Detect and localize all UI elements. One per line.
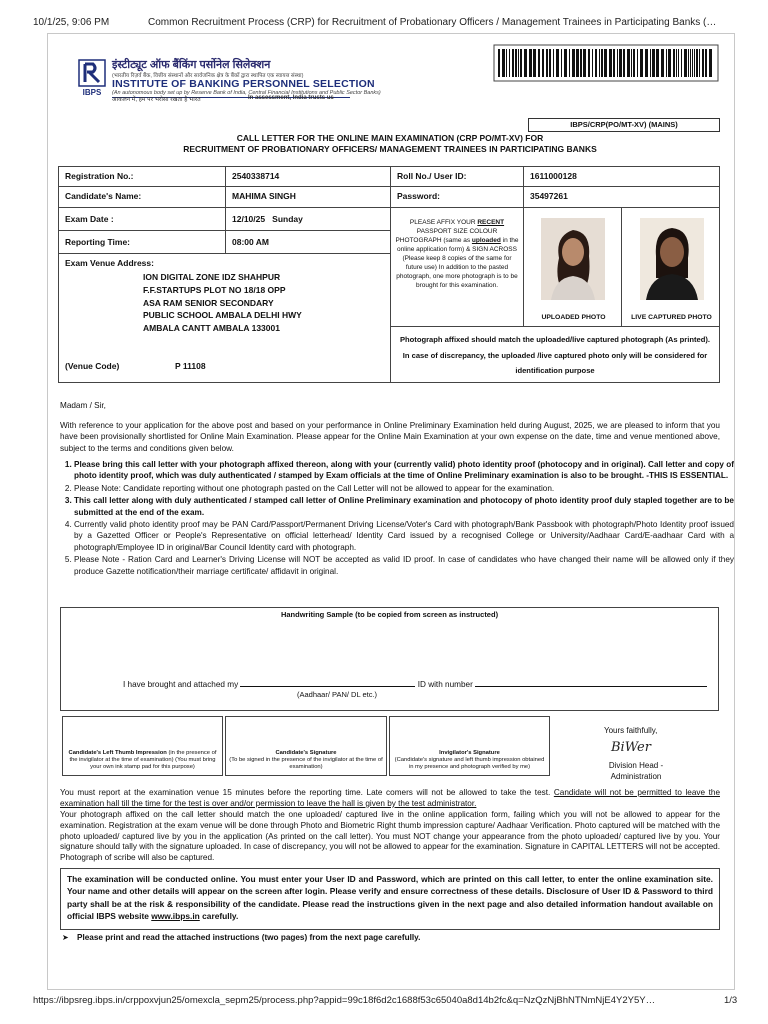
division-head: Division Head - Administration: [608, 761, 664, 781]
barcode-bar: [588, 49, 590, 77]
affix-instructions: PLEASE AFFIX YOUR RECENT PASSPORT SIZE COLOUR PHOTOGRAPH (same as uploaded in the online application form) & SIGN ACROSS (Please keep 8 copies of the same for future use) In addition to the pasted photograph, one more photograph is to be brought for this examination.: [395, 219, 519, 289]
barcode-bar: [645, 49, 648, 77]
barcode-bar: [661, 49, 664, 77]
barcode-bar: [676, 49, 677, 77]
barcode-bar: [668, 49, 671, 77]
org-english-name: INSTITUTE OF BANKING PERSONNEL SELECTION: [112, 78, 375, 90]
reporting-time-value: 08:00 AM: [225, 230, 391, 254]
barcode-bar: [673, 49, 675, 77]
org-hindi-name: इंस्टीट्यूट ऑफ बैंकिंग पर्सोनेल सिलेक्शन: [112, 59, 271, 71]
logo-text: IBPS: [82, 88, 102, 97]
name-label: Candidate's Name:: [58, 186, 226, 208]
live-captured-photo: [640, 218, 704, 300]
barcode-bar: [617, 49, 618, 77]
venue-line: ASA RAM SENIOR SECONDARY: [143, 297, 274, 308]
id-type-hint: (Aadhaar/ PAN/ DL etc.): [297, 690, 378, 699]
barcode-bar: [601, 49, 603, 77]
org-hindi-sub: (भारतीय रिज़र्व बैंक, वित्तीय संस्थानों और सार्वजनिक क्षेत्र के बैंकों द्वारा स्थापित एक स्वायत्त संस्था): [112, 73, 304, 79]
affix-photo-box: [390, 207, 524, 327]
barcode-bar: [631, 49, 632, 77]
venue-label: Exam Venue Address:: [65, 258, 154, 268]
print-page-title: Common Recruitment Process (CRP) for Recruitment of Probationary Officers / Management Trainees in Participating Banks (…: [148, 17, 717, 28]
barcode-bar: [524, 49, 527, 77]
letter-title-line1: CALL LETTER FOR THE ONLINE MAIN EXAMINATION (CRP PO/MT-XV) FOR: [236, 133, 544, 143]
instructions-list: [60, 459, 734, 578]
barcode-bar: [688, 49, 689, 77]
barcode-bar: [502, 49, 505, 77]
venue-code-value: P 11108: [175, 361, 206, 371]
exam-date-value: 12/10/25 Sunday: [225, 207, 391, 231]
barcode-bar: [705, 49, 707, 77]
barcode-bar: [556, 49, 559, 77]
barcode-bar: [694, 49, 695, 77]
barcode-bar: [678, 49, 679, 77]
arrow-icon: ➤: [62, 933, 69, 942]
photo-verification-note: Your photograph affixed on the call letter should match the one uploaded/ captured live in the online application form, failing which you will not be allowed to appear for the examination. Registration at the exam venue will be done through Photo and Biometric Right thumb impression capture/ Aadhaar Verification. Photo captured will be matched with the photo uploaded/ captured live by you in the application (As printed on the call letter). You must NOT change your appearance from the photo uploaded/ captured live by you. Your signature should tally with the signature uploaded. In case of discrepancy, you will not be allowed to appear for the examination. Signature in CAPITAL LETTERS will not be accepted. Photograph of scribe will also be captured.: [60, 810, 720, 863]
reporting-note: You must report at the examination venue 15 minutes before the reporting time. Late comers will not be allowed to take the test. Candidate will not be permitted to leave the examination hall till the time for the test is over and/or permission to leave the hall is given by the test administrator.: [60, 788, 720, 808]
barcode-bar: [666, 49, 667, 77]
barcode-bar: [637, 49, 638, 77]
password-value: 35497261: [523, 186, 720, 208]
instruction-item: 3. This call letter along with duly authenticated / stamped call letter of Online Preliminary examination and photocopy of photo identity proof duly stapled together are to be submitted at the end of the exam.: [74, 495, 734, 518]
barcode-bar: [709, 49, 712, 77]
left-thumb-box: Candidate's Left Thumb Impression (in the presence of the invigilator at the time of examination) (You must bring your own ink stamp pad for this purpose): [62, 716, 223, 776]
handwriting-sample-box: [60, 607, 719, 711]
venue-line: PUBLIC SCHOOL AMBALA DELHI HWY: [143, 310, 302, 321]
reporting-time-label: Reporting Time:: [58, 230, 226, 254]
barcode-bar: [599, 49, 600, 77]
ibps-website-link[interactable]: www.ibps.in: [151, 911, 200, 922]
barcode: [494, 45, 718, 81]
barcode-bar: [512, 49, 514, 77]
barcode-bar: [498, 49, 500, 77]
barcode-bar: [613, 49, 615, 77]
barcode-bar: [627, 49, 630, 77]
barcode-bar: [633, 49, 635, 77]
instruction-item: 4. Currently valid photo identity proof may be PAN Card/Passport/Permanent Driving License/Voter's Card with photograph/Bank Passbook with photograph/Photo Identity proof issued by a Gazetted Officer or People's Representative on official letterhead/ Identity Card issued by a recognised College or University/Aadhaar Card/E-aadhaar Card with a photograph/Employee ID in original/Bar Council Identity card with photograph.: [74, 519, 734, 553]
barcode-bar: [702, 49, 704, 77]
barcode-bar: [553, 49, 554, 77]
venue-line: F.F.STARTUPS PLOT NO 18/18 OPP: [143, 284, 286, 295]
barcode-bar: [623, 49, 625, 77]
password-label: Password:: [390, 186, 524, 208]
live-photo-label: LIVE CAPTURED PHOTO: [631, 314, 712, 321]
barcode-bar: [576, 49, 579, 77]
venue-line: ION DIGITAL ZONE IDZ SHAHPUR: [143, 272, 281, 282]
barcode-bar: [506, 49, 507, 77]
yours-faithfully: Yours faithfully,: [604, 726, 658, 735]
barcode-bar: [509, 49, 510, 77]
barcode-bar: [592, 49, 593, 77]
barcode-bar: [609, 49, 612, 77]
barcode-bar: [580, 49, 582, 77]
live-photo-box: [621, 207, 720, 327]
barcode-bar: [699, 49, 700, 77]
invigilator-signature-box: Invigilator's Signature (Candidate's signature and left thumb impression obtained in my presence and photograph verified by me): [389, 716, 550, 776]
reg-label: Registration No.:: [58, 166, 226, 187]
org-hindi-tagline: आकलन में, हम पर भरोसा रखता है भारत: [112, 97, 201, 103]
exam-date-label: Exam Date :: [58, 207, 226, 231]
barcode-bar: [692, 49, 693, 77]
barcode-bar: [533, 49, 536, 77]
handwriting-title: Handwriting Sample (to be copied from screen as instructed): [280, 610, 499, 619]
candidate-signature-box: Candidate's Signature (To be signed in the presence of the invigilator at the time of examination): [225, 716, 387, 776]
barcode-bar: [569, 49, 570, 77]
print-timestamp: 10/1/25, 9:06 PM: [33, 17, 110, 28]
org-tagline: In assessment, India trusts us: [248, 95, 334, 101]
roll-label: Roll No./ User ID:: [390, 166, 524, 187]
photo-match-note: Photograph affixed should match the uploaded/live captured photograph (As printed). In case of discrepancy, the uploaded /live captured photo only will be considered for identification purpose: [390, 326, 720, 383]
barcode-bar: [604, 49, 607, 77]
letter-title-line2: RECRUITMENT OF PROBATIONARY OFFICERS/ MANAGEMENT TRAINEES IN PARTICIPATING BANKS: [183, 144, 597, 154]
online-exam-note-box: The examination will be conducted online. You must enter your User ID and Password, which are printed on this call letter, to enter the online examination site. Your name and other details will appear on the screen after login. Please verify and ensure correctness of these details. Disclosure of User ID & Password to third party shall be at the risk & responsibility of the candidate. Please read the instructions given in the next page and also detailed information handout available on official IBPS website www.ibps.in carefully.: [60, 868, 720, 930]
venue-block: [58, 253, 391, 383]
barcode-bar: [684, 49, 687, 77]
final-note: Please print and read the attached instructions (two pages) from the next page carefully.: [77, 933, 421, 942]
barcode-bar: [690, 49, 691, 77]
barcode-bar: [529, 49, 532, 77]
barcode-bar: [681, 49, 682, 77]
barcode-bar: [595, 49, 597, 77]
reg-value: 2540338714: [225, 166, 391, 187]
ibps-logo: [77, 58, 107, 98]
salutation: Madam / Sir,: [60, 401, 106, 410]
venue-line: AMBALA CANTT AMBALA 133001: [143, 323, 280, 334]
barcode-bar: [542, 49, 544, 77]
barcode-bar: [572, 49, 575, 77]
uploaded-photo: [541, 218, 605, 300]
instruction-item: 5. Please Note - Ration Card and Learner's Driving License will NOT be accepted as valid ID proof. In case of candidates who have changed their name will be allowed only if they produce Gazette notification/their marriage certificate/ affidavit in original.: [74, 554, 734, 577]
barcode-bar: [561, 49, 562, 77]
barcode-bar: [564, 49, 567, 77]
name-value: MAHIMA SINGH: [225, 186, 391, 208]
barcode-bar: [518, 49, 519, 77]
barcode-bar: [656, 49, 659, 77]
org-english-sub: (An autonomous body set up by Reserve Bank of India, Central Financial Institutions and Public Sector Banks): [112, 90, 381, 96]
exam-code: IBPS/CRP(PO/MT-XV) (MAINS): [528, 118, 720, 132]
print-url: https://ibpsreg.ibps.in/crppoxvjun25/omexcla_sepm25/process.php?appid=99c18f6d2c1688f53c65040a8d14b2fc&q=NzQzNjBhNTNmNjE4Y2Y5Y…: [33, 995, 656, 1006]
intro-paragraph: With reference to your application for the above post and based on your performance in Online Preliminary Examination held during August, 2025, we are pleased to inform that you have been provisionally shortlisted for Online Main Examination. Please appear for the Online Main Examination at your own expense on the date, time and venue mentioned above, subject to the terms and conditions given below.: [60, 421, 720, 453]
roll-value: 1611000128: [523, 166, 720, 187]
barcode-bar: [549, 49, 551, 77]
barcode-bar: [652, 49, 655, 77]
instruction-item: 1. Please bring this call letter with your photograph affixed thereon, along with your (currently valid) photo identity proof (photocopy and in original). Call letter and copy of photo identity proof, which was duly authenticated / stamped by Exam officials at the time of Online Preliminary examination is also to be brought. -THIS IS ESSENTIAL.: [74, 459, 734, 482]
venue-address: [143, 271, 384, 335]
barcode-bar: [619, 49, 622, 77]
barcode-bar: [650, 49, 651, 77]
barcode-bar: [520, 49, 522, 77]
print-page-number: 1/3: [724, 995, 738, 1006]
barcode-bar: [696, 49, 698, 77]
barcode-bar: [538, 49, 540, 77]
uploaded-photo-label: UPLOADED PHOTO: [541, 314, 606, 321]
barcode-bar: [546, 49, 548, 77]
barcode-bar: [583, 49, 586, 77]
id-declaration-line: I have brought and attached my ID with number: [123, 680, 707, 689]
uploaded-photo-box: [523, 207, 622, 327]
barcode-bar: [640, 49, 643, 77]
barcode-bar: [515, 49, 517, 77]
venue-code-label: (Venue Code): [65, 361, 120, 371]
authority-signature: BiWer: [611, 740, 651, 755]
instruction-item: 2. Please Note: Candidate reporting without one photograph pasted on the Call Letter will not be allowed to appear for the examination.: [74, 483, 734, 494]
